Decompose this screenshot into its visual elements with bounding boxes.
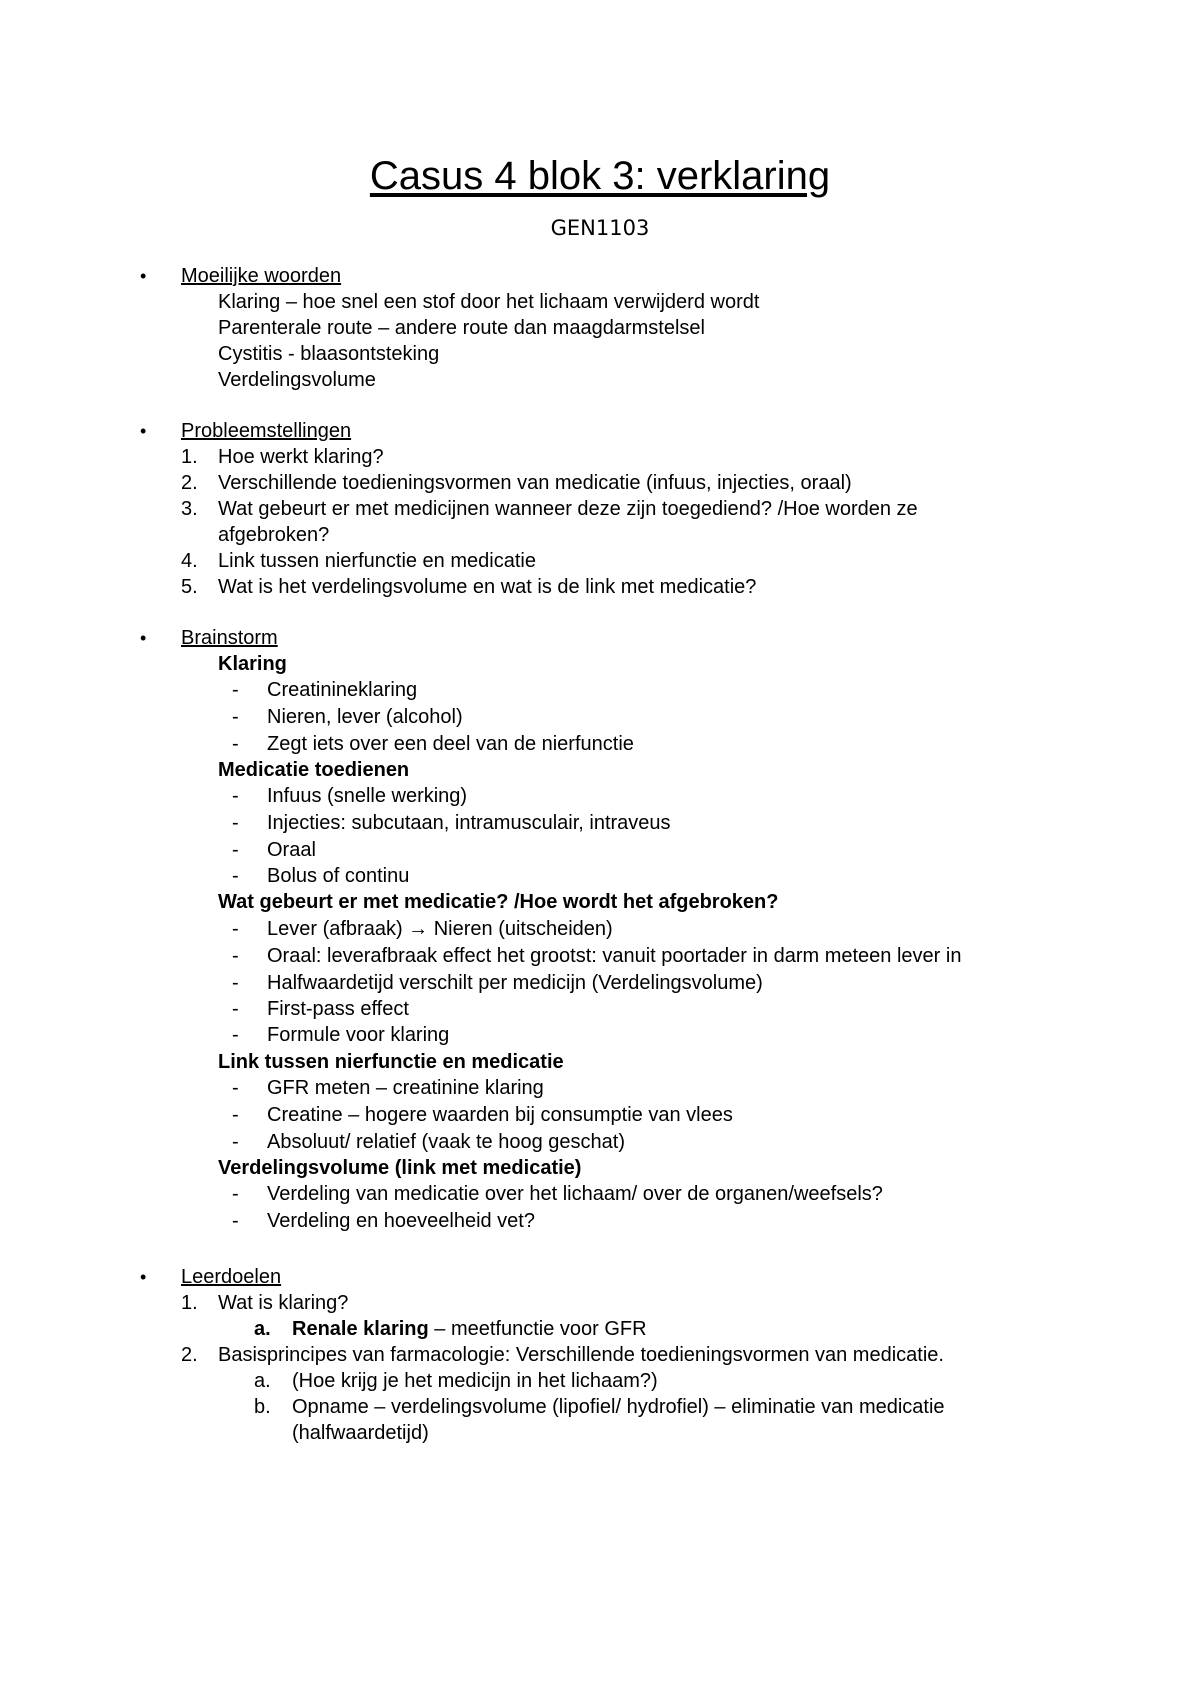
list-item: Wat is klaring? <box>218 1292 349 1314</box>
list-number: 2. <box>181 1344 198 1366</box>
list-item: Oraal <box>267 839 316 861</box>
list-item: Klaring – hoe snel een stof door het lichaam verwijderd wordt <box>218 291 760 313</box>
list-item: Link tussen nierfunctie en medicatie <box>218 550 536 572</box>
dash-icon: - <box>232 1183 239 1205</box>
dash-icon: - <box>232 706 239 728</box>
sub-list-item: Opname – verdelingsvolume (lipofiel/ hydrofiel) – eliminatie van medicatie <box>292 1396 945 1418</box>
dash-icon: - <box>232 998 239 1020</box>
list-item: Formule voor klaring <box>267 1024 450 1046</box>
list-number: 2. <box>181 472 198 494</box>
group-title: Klaring <box>218 653 287 675</box>
dash-icon: - <box>232 1131 239 1153</box>
sub-list-item <box>292 1316 647 1342</box>
list-item: Verdeling en hoeveelheid vet? <box>267 1210 535 1232</box>
dash-icon: - <box>232 733 239 755</box>
list-number: 5. <box>181 576 198 598</box>
dash-icon: - <box>232 1210 239 1232</box>
group-title: Wat gebeurt er met medicatie? /Hoe wordt het afgebroken? <box>218 891 779 913</box>
dash-icon: - <box>232 679 239 701</box>
list-item: Verdeling van medicatie over het lichaam/ over de organen/weefsels? <box>267 1183 883 1205</box>
list-item: First-pass effect <box>267 998 409 1020</box>
list-item: Bolus of continu <box>267 865 410 887</box>
list-item: Basisprincipes van farmacologie: Verschillende toedieningsvormen van medicatie. <box>218 1344 944 1366</box>
dash-icon: - <box>232 1024 239 1046</box>
section-heading: Brainstorm <box>181 627 278 649</box>
sub-list-letter: b. <box>254 1396 271 1418</box>
list-number: 1. <box>181 446 198 468</box>
list-item: Infuus (snelle werking) <box>267 785 468 807</box>
list-item: Verdelingsvolume <box>218 369 376 391</box>
list-item: Zegt iets over een deel van de nierfunctie <box>267 733 634 755</box>
list-item: Oraal: leverafbraak effect het grootst: vanuit poortader in darm meteen lever in <box>267 945 962 967</box>
dash-icon: - <box>232 839 239 861</box>
dash-icon: - <box>232 918 239 940</box>
group-title: Verdelingsvolume (link met medicatie) <box>218 1157 582 1179</box>
document-title: Casus 4 blok 3: verklaring <box>369 154 831 198</box>
group-title: Link tussen nierfunctie en medicatie <box>218 1051 564 1073</box>
list-item: Halfwaardetijd verschilt per medicijn (Verdelingsvolume) <box>267 972 763 994</box>
list-item: Creatine – hogere waarden bij consumptie van vlees <box>267 1104 733 1126</box>
sub-list-letter: a. <box>254 1370 271 1392</box>
sub-list-item-continuation: (halfwaardetijd) <box>292 1422 429 1444</box>
sub-list-item-bold: Renale klaring <box>292 1318 429 1340</box>
dash-icon: - <box>232 1077 239 1099</box>
list-number: 4. <box>181 550 198 572</box>
dash-icon: - <box>232 945 239 967</box>
bullet-icon: • <box>140 266 147 286</box>
sub-list-item: (Hoe krijg je het medicijn in het lichaam?) <box>292 1370 658 1392</box>
section-heading: Moeilijke woorden <box>181 265 342 287</box>
list-item: Nieren, lever (alcohol) <box>267 706 463 728</box>
list-item: Hoe werkt klaring? <box>218 446 384 468</box>
dash-icon: - <box>232 812 239 834</box>
course-code: GEN1103 <box>550 216 650 240</box>
dash-icon: - <box>232 785 239 807</box>
dash-icon: - <box>232 972 239 994</box>
list-item: Absoluut/ relatief (vaak te hoog geschat) <box>267 1131 625 1153</box>
list-number: 1. <box>181 1292 198 1314</box>
dash-icon: - <box>232 865 239 887</box>
list-item: Wat is het verdelingsvolume en wat is de link met medicatie? <box>218 576 757 598</box>
list-number: 3. <box>181 498 198 520</box>
list-item: GFR meten – creatinine klaring <box>267 1077 544 1099</box>
section-heading: Probleemstellingen <box>181 420 352 442</box>
list-item: Creatinineklaring <box>267 679 418 701</box>
list-item-continuation: afgebroken? <box>218 524 330 546</box>
list-item: Wat gebeurt er met medicijnen wanneer deze zijn toegediend? /Hoe worden ze <box>218 498 918 520</box>
list-item: Parenterale route – andere route dan maagdarmstelsel <box>218 317 705 339</box>
bullet-icon: • <box>140 1267 147 1287</box>
list-item: Verschillende toedieningsvormen van medicatie (infuus, injecties, oraal) <box>218 472 852 494</box>
list-item: Cystitis - blaasontsteking <box>218 343 440 365</box>
dash-icon: - <box>232 1104 239 1126</box>
sub-list-letter: a. <box>254 1318 271 1340</box>
group-title: Medicatie toedienen <box>218 759 410 781</box>
bullet-icon: • <box>140 421 147 441</box>
sub-list-item-rest: – meetfunctie voor GFR <box>428 1318 647 1340</box>
section-heading: Leerdoelen <box>181 1266 282 1288</box>
list-item: Lever (afbraak) → Nieren (uitscheiden) <box>267 918 613 940</box>
list-item: Injecties: subcutaan, intramusculair, intraveus <box>267 812 671 834</box>
bullet-icon: • <box>140 628 147 648</box>
